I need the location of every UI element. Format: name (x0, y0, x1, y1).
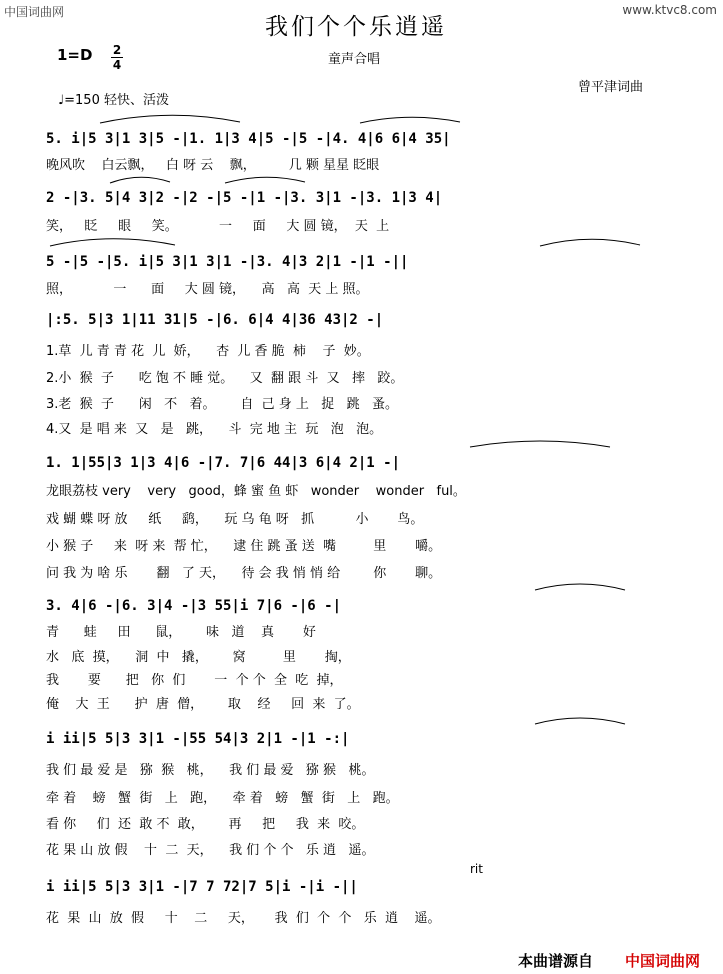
lyrics-row-6-verse-1: 青 蛙 田 鼠， 味 道 真 好 (46, 625, 316, 640)
watermark-right: www.ktvc8.com (622, 3, 717, 17)
slur (360, 117, 460, 123)
time-sig-bottom: 4 (112, 58, 122, 72)
notes-row-5: 1. 1|55|3 1|3 4|6 -|7. 7|6 44|3 6|4 2|1 -| (46, 455, 401, 471)
lyrics-row-5-verse-4: 问 我 为 啥 乐 翻 了 天， 待 会 我 悄 悄 给 你 聊。 (46, 566, 442, 581)
watermark-left: 中国词曲网 (4, 5, 65, 19)
lyrics-row-4-verse-2: 2.小 猴 子 吃 饱 不 睡 觉。 又 翻 跟 斗 又 摔 跤。 (46, 371, 404, 386)
notes-row-4: |:5. 5|3 1|11 31|5 -|6. 6|4 4|36 43|2 -| (46, 312, 384, 328)
lyrics-row-6-verse-2: 水 底 摸， 洞 中 撬， 窝 里 掏， (46, 650, 351, 665)
song-title: 我们个个乐逍遥 (265, 14, 447, 40)
lyrics-row-7-verse-2: 牵 着 螃 蟹 街 上 跑， 牵 着 螃 蟹 街 上 跑。 (46, 791, 399, 806)
lyrics-row-4-verse-3: 3.老 猴 子 闲 不 着。 自 己 身 上 捉 跳 蚤。 (46, 397, 399, 412)
lyrics-row-6-verse-4: 俺 大 王 护 唐 僧， 取 经 回 来 了。 (46, 697, 360, 712)
footer-source: 本曲谱源自 (518, 952, 594, 970)
notes-row-6: 3. 4|6 -|6. 3|4 -|3 55|i 7|6 -|6 -| (46, 598, 342, 614)
lyrics-row-6-verse-3: 我 要 把 你 们 一 个 个 全 吃 掉， (46, 673, 343, 688)
slur (110, 177, 170, 183)
notes-row-1: 5. i|5 3|1 3|5 -|1. 1|3 4|5 -|5 -|4. 4|6 6|4 35| (46, 131, 451, 147)
notes-row-8: i ii|5 5|3 3|1 -|7 7 72|7 5|i -|i -|| (46, 879, 358, 895)
time-sig-top: 2 (112, 43, 122, 57)
lyrics-row-7-verse-1: 我 们 最 爱 是 猕 猴 桃， 我 们 最 爱 猕 猴 桃。 (46, 763, 375, 778)
slur (225, 177, 305, 183)
lyrics-row-7-verse-3: 看 你 们 还 敢 不 敢， 再 把 我 来 咬。 (46, 817, 365, 832)
footer-site-link[interactable]: 中国词曲网 (625, 952, 701, 970)
tempo-marking: ♩=150 轻快、活泼 (58, 93, 169, 108)
performance-type: 童声合唱 (328, 52, 381, 67)
notes-row-2: 2 -|3. 5|4 3|2 -|2 -|5 -|1 -|3. 3|1 -|3. 1|3 4| (46, 190, 443, 206)
lyrics-row-4-verse-1: 1.草 儿 青 青 花 儿 娇， 杏 儿 香 脆 柿 子 妙。 (46, 344, 370, 359)
slur (540, 239, 640, 246)
key-signature: 1=D (57, 46, 93, 64)
lyrics-row-7-verse-4: 花 果 山 放 假 十 二 天， 我 们 个 个 乐 逍 遥。 (46, 843, 375, 858)
lyrics-row-5-verse-1: 龙眼荔枝 very very good，蜂 蜜 鱼 虾 wonder wonder ful。 (46, 484, 466, 499)
notes-row-3: 5 -|5 -|5. i|5 3|1 3|1 -|3. 4|3 2|1 -|1 -|| (46, 254, 409, 270)
slur (100, 115, 240, 123)
lyrics-row-8: 花 果 山 放 假 十 二 天， 我 们 个 个 乐 逍 遥。 (46, 911, 441, 926)
slur (50, 239, 175, 246)
slur (535, 718, 625, 724)
notes-row-7: i ii|5 5|3 3|1 -|55 54|3 2|1 -|1 -:| (46, 731, 350, 747)
slur (535, 584, 625, 590)
ritardando-mark: rit (470, 862, 483, 876)
slur (470, 441, 610, 447)
lyrics-row-5-verse-3: 小 猴 子 来 呀 来 帮 忙， 逮 住 跳 蚤 送 嘴 里 嚼。 (46, 539, 442, 554)
lyrics-row-4-verse-4: 4.又 是 唱 来 又 是 跳， 斗 完 地 主 玩 泡 泡。 (46, 422, 383, 437)
lyrics-row-1: 晚风吹 白云飘， 白 呀 云 飘， 几 颗 星星 眨眼 (46, 158, 380, 173)
lyrics-row-2: 笑， 眨 眼 笑。 一 面 大 圆 镜， 天 上 (46, 219, 390, 234)
lyrics-row-3: 照， 一 面 大 圆 镜， 高 高 天 上 照。 (46, 282, 369, 297)
lyrics-row-5-verse-2: 戏 蝴 蝶 呀 放 纸 鹞， 玩 乌 龟 呀 抓 小 鸟。 (46, 512, 424, 527)
credits: 曾平津词曲 (578, 80, 644, 95)
